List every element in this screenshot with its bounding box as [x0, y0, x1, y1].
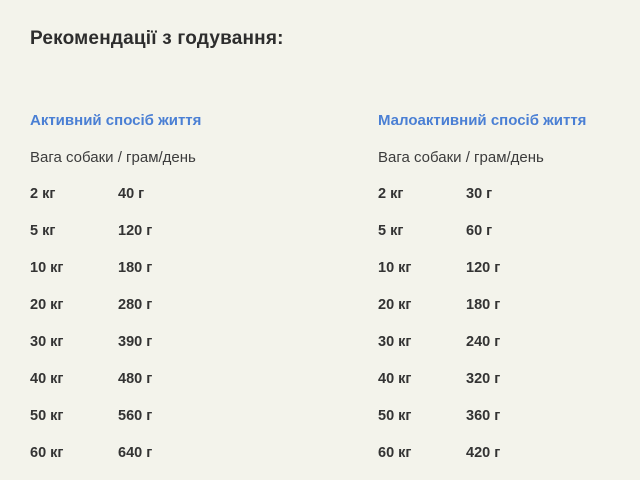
column-header-low-activity: Малоактивний спосіб життя	[378, 111, 587, 129]
table-row	[30, 361, 378, 398]
food-amount: 120 г	[466, 260, 501, 277]
dog-weight: 30 кг	[378, 334, 412, 351]
column-subheader-low-activity: Вага собаки / грам/день	[378, 148, 544, 166]
table-row	[378, 361, 610, 398]
dog-weight: 30 кг	[30, 334, 64, 351]
dog-weight: 5 кг	[30, 223, 56, 240]
column-subheader-active: Вага собаки / грам/день	[30, 148, 196, 166]
column-header-active: Активний спосіб життя	[30, 111, 202, 129]
food-amount: 360 г	[466, 408, 501, 425]
dog-weight: 60 кг	[30, 445, 64, 462]
dog-weight: 40 кг	[30, 371, 64, 388]
table-row	[378, 398, 610, 435]
food-amount: 480 г	[118, 371, 153, 388]
table-row	[378, 250, 610, 287]
food-amount: 180 г	[118, 260, 153, 277]
food-amount: 60 г	[466, 223, 493, 240]
food-amount: 560 г	[118, 408, 153, 425]
feeding-columns	[30, 102, 610, 472]
food-amount: 420 г	[466, 445, 501, 462]
table-row	[30, 176, 378, 213]
page-title: Рекомендації з годування:	[30, 28, 284, 49]
table-row	[30, 324, 378, 361]
dog-weight: 60 кг	[378, 445, 412, 462]
table-row	[30, 213, 378, 250]
dog-weight: 20 кг	[30, 297, 64, 314]
food-amount: 320 г	[466, 371, 501, 388]
table-row	[30, 398, 378, 435]
food-amount: 40 г	[118, 186, 145, 203]
table-row	[30, 287, 378, 324]
table-row	[378, 176, 610, 213]
food-amount: 640 г	[118, 445, 153, 462]
table-row	[30, 250, 378, 287]
table-row	[378, 324, 610, 361]
food-amount: 180 г	[466, 297, 501, 314]
food-amount: 30 г	[466, 186, 493, 203]
table-row	[378, 435, 610, 472]
dog-weight: 5 кг	[378, 223, 404, 240]
dog-weight: 10 кг	[378, 260, 412, 277]
food-amount: 120 г	[118, 223, 153, 240]
table-row	[378, 213, 610, 250]
food-amount: 280 г	[118, 297, 153, 314]
dog-weight: 40 кг	[378, 371, 412, 388]
feeding-column-low-activity	[378, 102, 610, 472]
dog-weight: 2 кг	[30, 186, 56, 203]
dog-weight: 20 кг	[378, 297, 412, 314]
dog-weight: 50 кг	[30, 408, 64, 425]
table-row	[30, 435, 378, 472]
food-amount: 390 г	[118, 334, 153, 351]
dog-weight: 50 кг	[378, 408, 412, 425]
dog-weight: 10 кг	[30, 260, 64, 277]
table-row	[378, 287, 610, 324]
dog-weight: 2 кг	[378, 186, 404, 203]
food-amount: 240 г	[466, 334, 501, 351]
feeding-column-active	[30, 102, 378, 472]
